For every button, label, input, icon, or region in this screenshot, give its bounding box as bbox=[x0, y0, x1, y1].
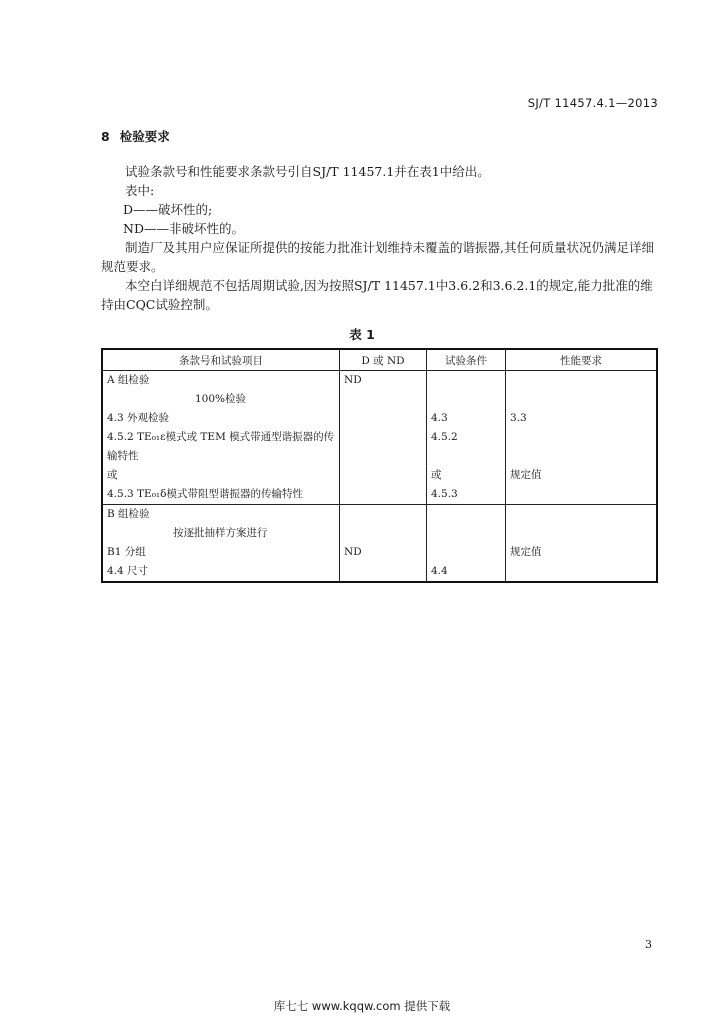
table-cell bbox=[340, 485, 427, 505]
column-header: 试验条件 bbox=[427, 349, 506, 371]
inspection-table bbox=[101, 348, 658, 583]
table-cell: 输特性 bbox=[102, 447, 340, 466]
table-cell bbox=[340, 409, 427, 428]
table-cell: ND bbox=[340, 371, 427, 391]
footer-text: 库七七 www.kqqw.com 提供下载 bbox=[273, 999, 451, 1013]
table-row bbox=[102, 562, 657, 582]
paragraph: 制造厂及其用户应保证所提供的按能力批准计划维持未覆盖的谐振器,其任何质量状况仍满足详细规范要求。 bbox=[101, 240, 654, 274]
table-caption: 表 1 bbox=[349, 327, 375, 342]
table-cell: 4.5.2 TE₀₁ε模式或 TEM 模式带通型谐振器的传 bbox=[102, 428, 340, 447]
table-cell bbox=[427, 543, 506, 562]
table-cell: 4.5.3 bbox=[427, 485, 506, 505]
table-cell bbox=[506, 524, 658, 543]
table-cell: 或 bbox=[102, 466, 340, 485]
table-row bbox=[102, 371, 657, 391]
table-cell bbox=[340, 428, 427, 447]
table-cell: 规定值 bbox=[506, 543, 658, 562]
table-cell bbox=[340, 466, 427, 485]
table-cell: ND bbox=[340, 543, 427, 562]
table-row bbox=[102, 505, 657, 525]
legend-item: ND——非破坏性的。 bbox=[123, 221, 244, 236]
table-cell: 4.5.2 bbox=[427, 428, 506, 447]
table-cell: 按逐批抽样方案进行 bbox=[102, 524, 340, 543]
table-row bbox=[102, 543, 657, 562]
column-header: 性能要求 bbox=[506, 349, 658, 371]
table-cell bbox=[340, 524, 427, 543]
table-cell bbox=[427, 390, 506, 409]
table-row bbox=[102, 447, 657, 466]
page-number: 3 bbox=[645, 938, 652, 951]
column-header: D 或 ND bbox=[340, 349, 427, 371]
table-cell bbox=[340, 562, 427, 582]
table-row bbox=[102, 390, 657, 409]
section-heading bbox=[101, 127, 170, 145]
section-title: 检验要求 bbox=[119, 129, 170, 144]
table-cell: 4.4 尺寸 bbox=[102, 562, 340, 582]
paragraph: 试验条款号和性能要求条款号引自SJ/T 11457.1并在表1中给出。 bbox=[125, 164, 490, 179]
table-cell bbox=[506, 562, 658, 582]
table-cell bbox=[506, 371, 658, 391]
paragraph: 本空白详细规范不包括周期试验,因为按照SJ/T 11457.1中3.6.2和3.6.2.1的规定,能力批准的维持由CQC试验控制。 bbox=[101, 278, 653, 312]
table-cell: 3.3 bbox=[506, 409, 658, 428]
table-row bbox=[102, 409, 657, 428]
table-row bbox=[102, 485, 657, 505]
table-cell: B 组检验 bbox=[102, 505, 340, 525]
table-cell: B1 分组 bbox=[102, 543, 340, 562]
table-cell: 4.3 bbox=[427, 409, 506, 428]
table-cell: 4.4 bbox=[427, 562, 506, 582]
table-row bbox=[102, 466, 657, 485]
table-cell bbox=[340, 505, 427, 525]
paragraph: 表中: bbox=[125, 183, 155, 198]
table-cell bbox=[340, 447, 427, 466]
column-header: 条款号和试验项目 bbox=[102, 349, 340, 371]
table-cell bbox=[506, 485, 658, 505]
section-body bbox=[101, 162, 661, 314]
table-row bbox=[102, 524, 657, 543]
table-cell bbox=[427, 447, 506, 466]
table-cell: 100%检验 bbox=[102, 390, 340, 409]
table-cell bbox=[506, 428, 658, 447]
table-cell bbox=[427, 371, 506, 391]
standard-number: SJ/T 11457.4.1—2013 bbox=[527, 96, 658, 110]
table-cell bbox=[506, 505, 658, 525]
table-cell bbox=[506, 390, 658, 409]
table-cell: 或 bbox=[427, 466, 506, 485]
legend-item: D——破坏性的; bbox=[123, 202, 213, 217]
table-row bbox=[102, 428, 657, 447]
table-cell: 4.5.3 TE₀₁δ模式带阻型谐振器的传输特性 bbox=[102, 485, 340, 505]
table-cell bbox=[427, 505, 506, 525]
table-cell bbox=[506, 447, 658, 466]
table-cell bbox=[340, 390, 427, 409]
table-header-row bbox=[102, 349, 657, 371]
table-cell: 4.3 外观检验 bbox=[102, 409, 340, 428]
table-cell: 规定值 bbox=[506, 466, 658, 485]
table-cell bbox=[427, 524, 506, 543]
table-cell: A 组检验 bbox=[102, 371, 340, 391]
section-number: 8 bbox=[101, 129, 110, 144]
